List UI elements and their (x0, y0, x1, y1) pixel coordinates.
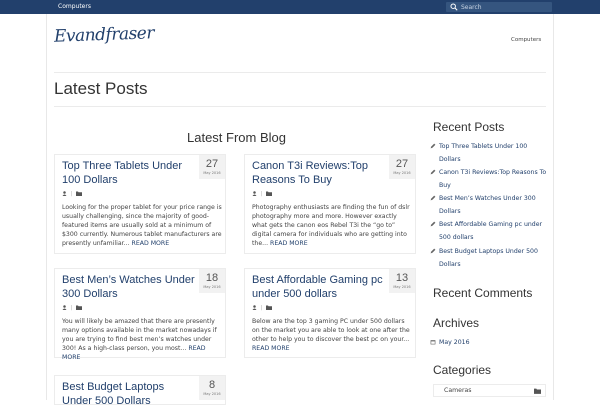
recent-post-label: Best Affordable Gaming pc under 500 dollars (439, 221, 543, 241)
user-icon (252, 191, 257, 196)
folder-icon (76, 305, 82, 310)
post-card (54, 268, 226, 361)
post-meta: | (62, 191, 82, 197)
page-title: Latest Posts (54, 79, 148, 98)
post-card (244, 154, 416, 254)
search-input[interactable] (446, 2, 552, 12)
post-date-badge (199, 269, 225, 293)
recent-post-label: Best Men’s Watches Under 300 Dollars (439, 195, 536, 215)
divider (54, 106, 546, 107)
top-bar (0, 0, 600, 14)
user-icon (62, 191, 67, 196)
post-meta: | (62, 305, 82, 311)
post-month: May 2016 (393, 171, 411, 175)
read-more-link[interactable]: READ MORE (131, 240, 170, 247)
post-day: 18 (205, 272, 219, 284)
archive-label: May 2016 (439, 339, 470, 346)
post-card (244, 268, 416, 358)
pencil-icon (430, 169, 436, 175)
post-excerpt-text: Below are the top 3 gaming PC under 500 dollars on the market you are able to look at one after the other to help you to discover the best pc on your... (252, 318, 410, 343)
site-logo[interactable]: Evandfraser (53, 23, 155, 47)
post-title[interactable]: Best Men’s Watches Under 300 Dollars (62, 274, 195, 300)
recent-post-label: Top Three Tablets Under 100 Dollars (439, 143, 528, 163)
pencil-icon (430, 248, 436, 254)
post-month: May 2016 (203, 285, 221, 289)
search-icon (450, 3, 458, 11)
post-title[interactable]: Best Budget Laptops Under 500 Dollars (62, 381, 165, 407)
recent-posts-heading: Recent Posts (433, 120, 505, 134)
user-icon (252, 305, 257, 310)
post-month: May 2016 (393, 285, 411, 289)
post-excerpt (62, 203, 222, 248)
post-day: 27 (395, 158, 409, 170)
read-more-link[interactable]: READ MORE (270, 240, 308, 247)
search-placeholder: Search (461, 3, 482, 11)
calendar-icon (430, 339, 436, 345)
read-more-link[interactable]: READ MORE (62, 345, 206, 361)
categories-heading: Categories (433, 363, 492, 377)
post-meta: | (252, 191, 272, 197)
post-title[interactable]: Top Three Tablets Under 100 Dollars (62, 160, 183, 186)
category-item[interactable] (433, 384, 546, 397)
post-excerpt-text: You will likely be amazed that there are presently many options available in the market nowadays if you are trying to find best men’s watches under 300! As a high-class person, you most... (62, 318, 217, 352)
pencil-icon (430, 195, 436, 201)
post-title[interactable]: Canon T3i Reviews:Top Reasons To Buy (252, 160, 368, 186)
post-title[interactable]: Best Affordable Gaming pc under 500 dollars (252, 274, 383, 300)
post-excerpt (252, 203, 412, 248)
recent-post-label: Best Budget Laptops Under 500 Dollars (439, 248, 538, 268)
recent-comments-heading: Recent Comments (433, 286, 533, 300)
post-day: 8 (208, 379, 216, 391)
recent-post-label: Canon T3i Reviews:Top Reasons To Buy (439, 169, 547, 189)
folder-icon (76, 191, 82, 196)
post-day: 27 (205, 158, 219, 170)
post-date-badge (199, 155, 225, 179)
topbar-nav-computers[interactable]: Computers (58, 3, 91, 10)
folder-icon (534, 388, 541, 394)
post-card (54, 154, 226, 254)
post-month: May 2016 (203, 392, 221, 396)
main-menu-computers[interactable]: Computers (511, 37, 542, 43)
pencil-icon (430, 221, 436, 227)
post-excerpt-text: Photography enthusiasts are finding the fun of dslr photography more and more. However exactly what gets the canon eos Rebel T3i the “go to” digital camera for individuals who are getting into the... (252, 204, 410, 247)
post-excerpt (252, 317, 412, 353)
post-card (54, 375, 226, 405)
category-label: Cameras (444, 387, 472, 394)
folder-icon (266, 305, 272, 310)
post-excerpt-text: Looking for the proper tablet for your price range is usually challenging, since the majority of good-featured items are usually sold at a minimum of $300 currently. Numerous tablet manufacturers are presently unfamiliar... (62, 204, 222, 247)
post-day: 13 (395, 272, 409, 284)
post-excerpt (62, 317, 222, 362)
archives-heading: Archives (433, 316, 480, 330)
post-month: May 2016 (203, 171, 221, 175)
read-more-link[interactable]: READ MORE (252, 345, 290, 352)
folder-icon (266, 191, 272, 196)
user-icon (62, 305, 67, 310)
post-date-badge (389, 269, 415, 293)
post-date-badge (389, 155, 415, 179)
pencil-icon (430, 143, 436, 149)
divider (54, 72, 546, 73)
post-meta: | (252, 305, 272, 311)
section-title: Latest From Blog (187, 130, 286, 145)
post-date-badge (199, 376, 225, 400)
